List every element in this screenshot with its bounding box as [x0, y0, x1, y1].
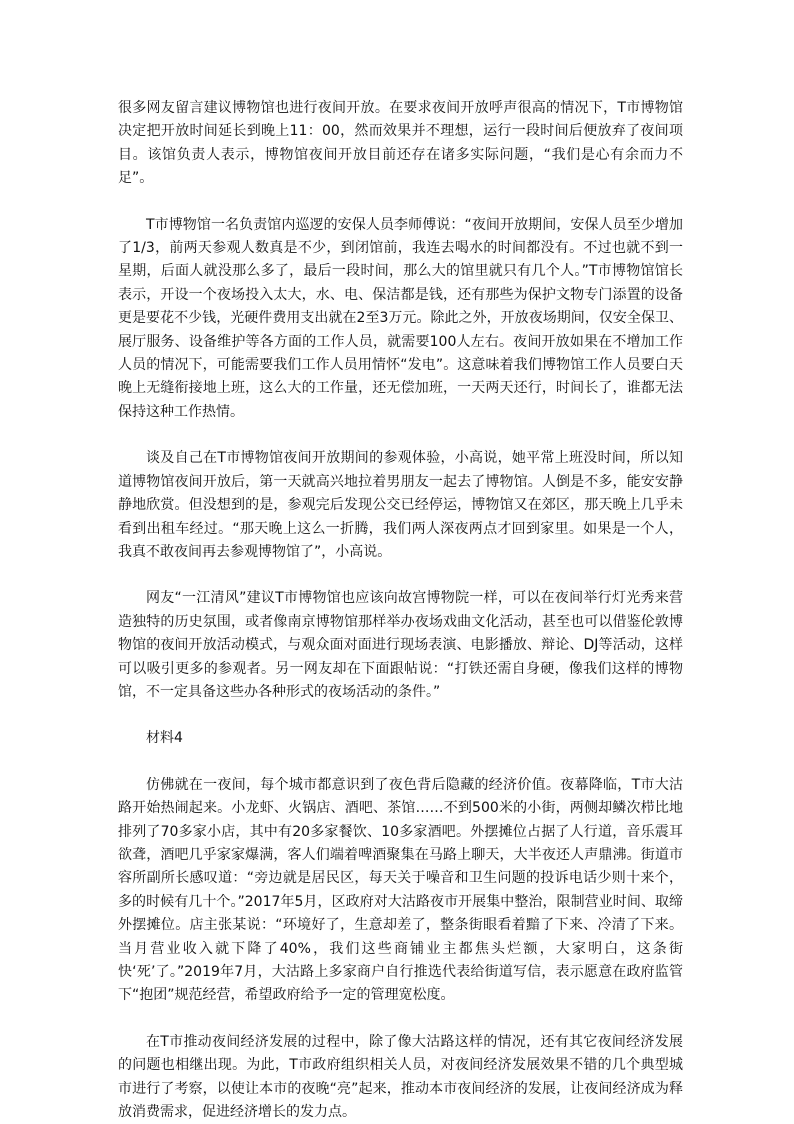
paragraph-gap — [118, 1008, 683, 1031]
paragraph-3: 谈及自己在T市博物馆夜间开放期间的参观体验，小高说，她平常上班没时间，所以知道博物馆夜间开放后，第一天就高兴地拉着男朋友一起去了博物馆。人倒是不多，能安安静静地欣赏。但没想到的是，参观完后发现公交已经停运，博物馆又在郊区，那天晚上几乎未看到出租车经过。“那天晚上这么一折腾，我们两人深夜两点才回到家里。如果是一个人，我真不敢夜间再去参观博物馆了”，小高说。 — [118, 450, 683, 560]
paragraph-6: 在T市推动夜间经济发展的过程中，除了像大沽路这样的情况，还有其它夜间经济发展的问题也相继出现。为此，T市政府组织相关人员，对夜间经济发展效果不错的几个典型城市进行了考察，以使让本市的夜晚“亮”起来，推动本市夜间经济的发展，让夜间经济成为释放消费需求，促进经济增长的发力点。 — [118, 1033, 683, 1121]
paragraph-1: 很多网友留言建议博物馆也进行夜间开放。在要求夜间开放呼声很高的情况下，T市博物馆决定把开放时间延长到晚上11：00，然而效果并不理想，运行一段时间后便放弃了夜间项目。该馆负责人表示，博物馆夜间开放目前还存在诸多实际问题，“我们是心有余而力不足”。 — [118, 100, 683, 187]
paragraph-4: 网友“一江清风”建议T市博物馆也应该向故宫博物院一样，可以在夜间举行灯光秀来营造独特的历史氛围，或者像南京博物馆那样举办夜场戏曲文化活动，甚至也可以借鉴伦敦博物馆的夜间开放活动模式，与观众面对面进行现场表演、电影播放、辩论、DJ等活动，这样可以吸引更多的参观者。另一网友却在下面跟帖说：“打铁还需自身硬，像我们这样的博物馆，不一定具备这些办各种形式的夜场活动的条件。” — [118, 590, 683, 700]
paragraph-gap — [118, 424, 683, 447]
document-page — [118, 97, 683, 1124]
section-heading: 材料4 — [146, 730, 183, 747]
paragraph-gap — [118, 751, 683, 774]
paragraph-gap — [118, 704, 683, 727]
paragraph-2: T市博物馆一名负责馆内巡逻的安保人员李师傅说：“夜间开放期间，安保人员至少增加了1/3，前两天参观人数真是不少，到闭馆前，我连去喝水的时间都没有。不过也就不到一星期，后面人就没那么多了，最后一段时间，那么大的馆里就只有几个人。”T市博物馆馆长表示，开设一个夜场投入太大，水、电、保洁都是钱，还有那些为保护文物专门添置的设备更是要花不少钱，光硬件费用支出就在2至3万元。除此之外，开放夜场期间，仅安全保卫、展厅服务、设备维护等各方面的工作人员，就需要100人左右。夜间开放如果在不增加工作人员的情况下，可能需要我们工作人员用情怀“发电”。这意味着我们博物馆工作人员要白天晚上无缝衔接地上班，这么大的工作量，还无偿加班，一天两天还行，时间长了，谁都无法保持这种工作热情。 — [118, 216, 683, 420]
paragraph-5: 仿佛就在一夜间，每个城市都意识到了夜色背后隐藏的经济价值。夜幕降临，T市大沽路开始热闹起来。小龙虾、火锅店、酒吧、茶馆……不到500米的小街，两侧却鳞次栉比地排列了70多家小店，其中有20多家餐饮、10多家酒吧。外摆摊位占据了人行道，音乐震耳欲聋，酒吧几乎家家爆满，客人们端着啤酒聚集在马路上聊天，大半夜还人声鼎沸。街道市容所副所长感叹道：“旁边就是居民区，每天关于噪音和卫生问题的投诉电话少则十来个，多的时候有几十个。”2017年5月，区政府对大沽路夜市开展集中整治，限制营业时间、取缔外摆摊位。店主张某说：“环境好了，生意却差了，整条街眼看着黯了下来、冷清了下来。当月营业收入就下降了40%，我们这些商铺业主都焦头烂额，大家明白，这条街快‘死’了。”2019年7月，大沽路上多家商户自行推选代表给街道写信，表示愿意在政府监管下“抱团”规范经营，希望政府给予一定的管理宽松度。 — [118, 776, 683, 1004]
paragraph-gap — [118, 564, 683, 587]
paragraph-gap — [118, 191, 683, 214]
